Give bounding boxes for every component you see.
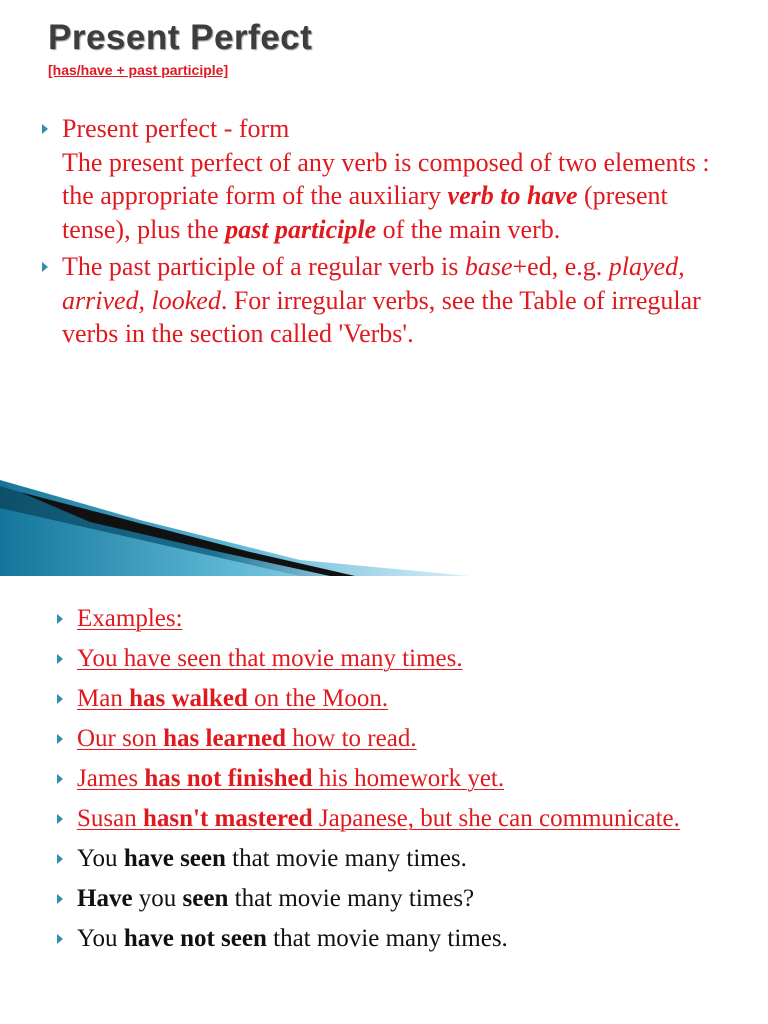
point-text: . For irregular verbs, see the Table of irregular verbs in the section called 'Verbs'.: [62, 285, 701, 348]
decorative-swoosh: [0, 480, 470, 580]
triangle-right-icon: [57, 814, 63, 824]
point-text: The present perfect of any verb is composed of two elements : the appropriate form of the auxiliary: [62, 147, 710, 210]
triangle-right-icon: [42, 124, 48, 134]
point-heading: Present perfect - form: [62, 114, 290, 143]
triangle-right-icon: [57, 934, 63, 944]
definition-list: [62, 112, 732, 351]
list-item: [77, 640, 747, 677]
example-text: You have not seen that movie many times.: [77, 925, 508, 952]
point-text: The past participle of a regular verb is: [62, 252, 465, 281]
example-text: You have seen that movie many times.: [77, 645, 463, 672]
page-title: Present Perfect: [48, 18, 313, 57]
page-subtitle: [has/have + past participle]: [48, 62, 229, 78]
example-text: You have seen that movie many times.: [77, 845, 467, 872]
list-item: [62, 112, 732, 246]
emphasis-past-participle: past participle: [225, 214, 377, 244]
examples-label: Examples:: [77, 605, 183, 632]
point-text: +ed, e.g.: [512, 252, 609, 281]
triangle-right-icon: [42, 262, 48, 272]
example-text: Susan hasn't mastered Japanese, but she can communicate.: [77, 805, 680, 832]
list-item: [77, 800, 747, 837]
example-text: Our son has learned how to read.: [77, 725, 417, 752]
list-item: [62, 250, 732, 351]
example-text: Man has walked on the Moon.: [77, 685, 389, 712]
point-text: of the main verb.: [376, 214, 561, 244]
triangle-right-icon: [57, 894, 63, 904]
list-item: [77, 760, 747, 797]
point-text: (present tense), plus the: [62, 181, 668, 244]
emphasis-examples: played, arrived, looked: [62, 252, 685, 315]
triangle-right-icon: [57, 694, 63, 704]
triangle-right-icon: [57, 654, 63, 664]
list-item: [77, 880, 747, 917]
triangle-right-icon: [57, 734, 63, 744]
list-item: [77, 720, 747, 757]
triangle-right-icon: [57, 774, 63, 784]
triangle-right-icon: [57, 854, 63, 864]
list-item: [77, 600, 747, 637]
list-item: [77, 920, 747, 957]
emphasis-verb-to-have: verb to have: [447, 181, 578, 210]
list-item: [77, 680, 747, 717]
examples-list: [77, 600, 747, 960]
emphasis-base: base: [464, 252, 513, 281]
example-text: James has not finished his homework yet.: [77, 765, 505, 792]
triangle-right-icon: [57, 614, 63, 624]
example-text: Have you seen that movie many times?: [77, 885, 475, 912]
list-item: [77, 840, 747, 877]
